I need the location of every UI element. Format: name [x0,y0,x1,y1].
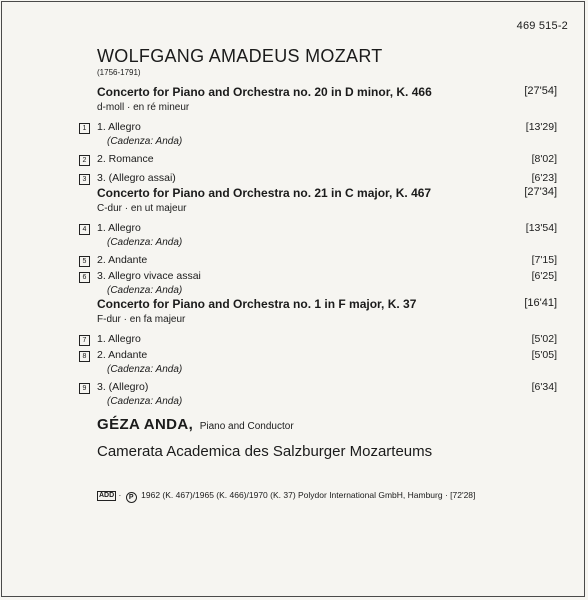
track-duration: [5'02] [531,333,557,345]
track-number-box: 9 [79,383,90,394]
concerto-k466 [82,85,557,187]
track-title: 2. Andante [97,349,148,361]
phonogram-icon: P [126,492,137,503]
concerto-k467 [82,186,557,298]
track-cadenza: (Cadenza: Anda) [107,364,183,375]
performer-name: GÉZA ANDA, [97,416,194,433]
catalog-number: 469 515-2 [516,20,568,32]
separator-dot: · [118,490,122,500]
track-row [82,270,557,285]
track-title: 2. Andante [97,254,148,266]
add-badge: ADD [99,492,115,499]
track-row [82,222,557,237]
track-duration: [6'23] [531,172,557,184]
concerto-title: Concerto for Piano and Orchestra no. 20 in D minor, K. 466 [97,85,432,99]
copyright-text: 1962 (K. 467)/1965 (K. 466)/1970 (K. 37) Polydor International GmbH, Hamburg · [72'28] [141,490,476,500]
track-title: 3. (Allegro assai) [97,172,176,184]
concerto-duration: [27'54] [524,85,557,97]
track-title: 3. Allegro vivace assai [97,270,201,282]
track-number-box: 4 [79,224,90,235]
track-row [82,153,557,168]
track-duration: [13'54] [525,222,557,234]
track-number-box: 7 [79,335,90,346]
concerto-title: Concerto for Piano and Orchestra no. 1 in F major, K. 37 [97,297,417,311]
track-number-box: 5 [79,256,90,267]
track-cadenza: (Cadenza: Anda) [107,237,183,248]
track-row [82,333,557,348]
track-title: 3. (Allegro) [97,381,149,393]
track-row [82,172,557,187]
track-duration: [13'29] [525,121,557,133]
concerto-key-subtitle: F-dur · en fa majeur [97,314,186,325]
track-cadenza: (Cadenza: Anda) [107,396,183,407]
concerto-duration: [27'34] [524,186,557,198]
performer-line [97,416,294,434]
track-title: 1. Allegro [97,222,141,234]
track-title: 2. Romance [97,153,154,165]
track-row [82,381,557,396]
orchestra-name: Camerata Academica des Salzburger Mozarteums [97,443,433,460]
track-duration: [8'02] [531,153,557,165]
performer-role: Piano and Conductor [199,421,294,432]
track-number-box: 2 [79,155,90,166]
track-row [82,254,557,269]
composer-dates: (1756-1791) [97,68,141,77]
concerto-key-subtitle: C-dur · en ut majeur [97,203,187,214]
concerto-title: Concerto for Piano and Orchestra no. 21 in C major, K. 467 [97,186,432,200]
concerto-key-subtitle: d-moll · en ré mineur [97,102,190,113]
track-number-box: 1 [79,123,90,134]
concerto-k37 [82,297,557,409]
track-cadenza: (Cadenza: Anda) [107,285,183,296]
track-cadenza: (Cadenza: Anda) [107,136,183,147]
copyright-footer [97,490,475,503]
track-row [82,349,557,364]
concerto-duration: [16'41] [524,297,557,309]
track-number-box: 6 [79,272,90,283]
track-duration: [6'25] [531,270,557,282]
track-number-box: 3 [79,174,90,185]
track-number-box: 8 [79,351,90,362]
track-duration: [5'05] [531,349,557,361]
track-row [82,121,557,136]
track-duration: [6'34] [531,381,557,393]
composer-name: WOLFGANG AMADEUS MOZART [97,46,383,66]
track-duration: [7'15] [531,254,557,266]
track-title: 1. Allegro [97,121,141,133]
track-title: 1. Allegro [97,333,141,345]
